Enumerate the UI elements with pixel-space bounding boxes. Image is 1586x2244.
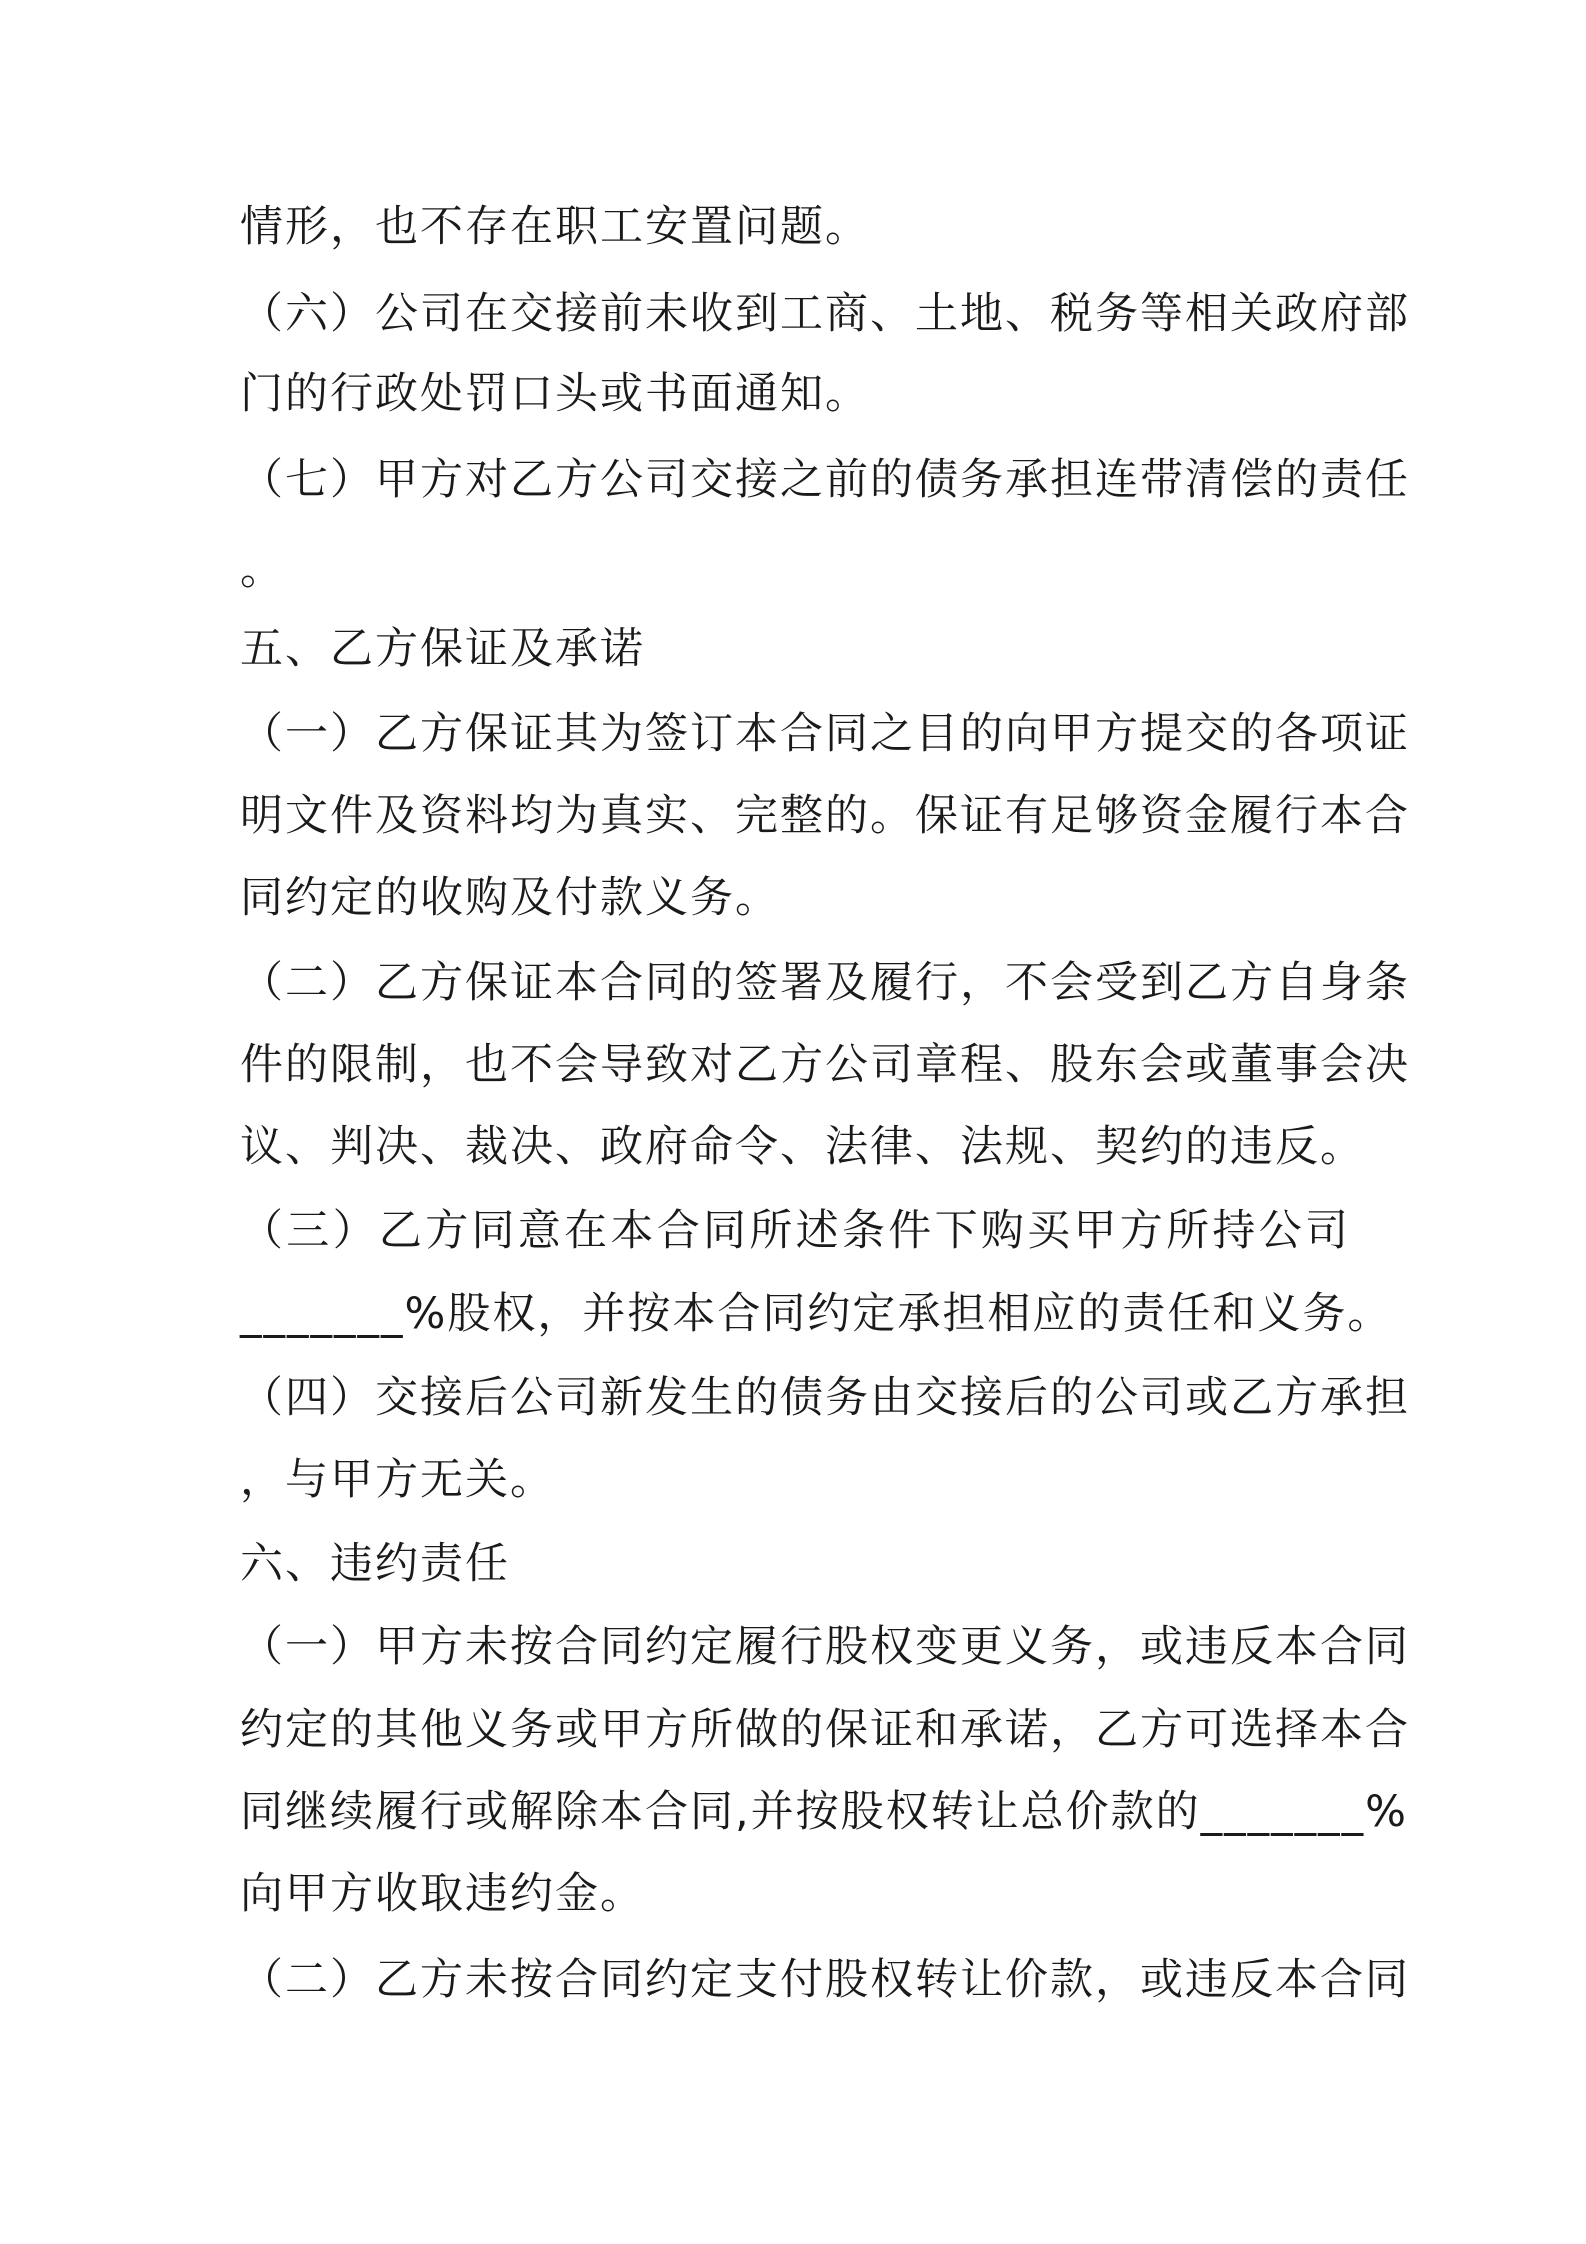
paragraph-line: 约定的其他义务或甲方所做的保证和承诺，乙方可选择本合: [240, 1705, 1410, 1755]
paragraph-line: （四）交接后公司新发生的债务由交接后的公司或乙方承担: [240, 1373, 1410, 1423]
paragraph-line: （六）公司在交接前未收到工商、土地、税务等相关政府部: [240, 289, 1410, 339]
paragraph-line: （一）甲方未按合同约定履行股权变更义务，或违反本合同: [240, 1622, 1410, 1672]
paragraph-line: 。: [240, 545, 285, 595]
paragraph-line: 门的行政处罚口头或书面通知。: [240, 369, 870, 419]
paragraph-line: 议、判决、裁决、政府命令、法律、法规、契约的违反。: [240, 1122, 1365, 1172]
paragraph-line: （七）甲方对乙方公司交接之前的债务承担连带清偿的责任: [240, 455, 1410, 505]
paragraph-line: 同约定的收购及付款义务。: [240, 873, 780, 923]
paragraph-line: （二）乙方保证本合同的签署及履行，不会受到乙方自身条: [240, 958, 1410, 1008]
paragraph-line: 向甲方收取违约金。: [240, 1869, 645, 1919]
section-heading: 六、违约责任: [240, 1539, 510, 1589]
paragraph-line: 情形，也不存在职工安置问题。: [240, 202, 870, 252]
paragraph-line: （二）乙方未按合同约定支付股权转让价款，或违反本合同: [240, 1955, 1410, 2005]
paragraph-line: 明文件及资料均为真实、完整的。保证有足够资金履行本合: [240, 791, 1410, 841]
paragraph-line: （三）乙方同意在本合同所述条件下购买甲方所持公司: [240, 1206, 1350, 1256]
section-heading: 五、乙方保证及承诺: [240, 624, 645, 674]
paragraph-line: 同继续履行或解除本合同,并按股权转让总价款的_______%: [240, 1787, 1409, 1837]
paragraph-line: _______%股权，并按本合同约定承担相应的责任和义务。: [240, 1289, 1393, 1339]
paragraph-line: 件的限制，也不会导致对乙方公司章程、股东会或董事会决: [240, 1040, 1410, 1090]
paragraph-line: （一）乙方保证其为签订本合同之目的向甲方提交的各项证: [240, 709, 1410, 759]
paragraph-line: ，与甲方无关。: [240, 1455, 555, 1505]
